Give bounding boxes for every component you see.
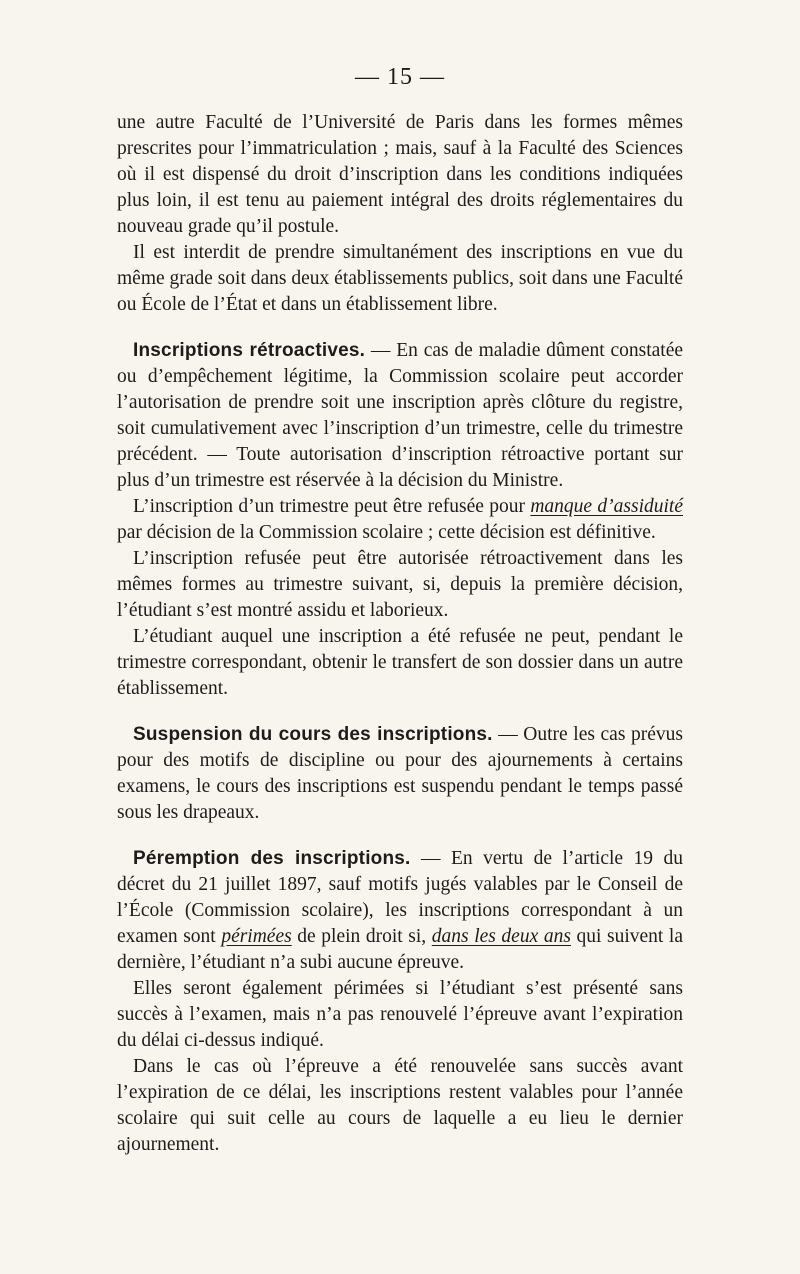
suspension-paragraph-text: — Outre les cas prévus pour des motifs de discipline ou pour des ajournements à certains examens, le cours des inscriptions est suspendu pendant le temps passé sous les drapeaux. xyxy=(117,724,683,823)
section-heading-peremption: Péremption des inscriptions. xyxy=(133,848,411,869)
intro-paragraph-2: Il est interdit de prendre simultanément des inscriptions en vue du même grade soit dans deux établissements publics, soit dans une Faculté ou École de l’État et dans un établissement libre. xyxy=(117,242,683,315)
peremption-paragraph-1-c: qui suivent la dernière, l’étudiant n’a subi aucune épreuve. xyxy=(117,926,683,973)
retroactive-paragraph-2 xyxy=(117,494,683,546)
retroactive-paragraph-1 xyxy=(117,338,683,494)
peremption-emphasis-2: dans les deux ans xyxy=(431,926,571,947)
intro-paragraph-1: une autre Faculté de l’Université de Paris dans les formes mêmes prescrites pour l’immatriculation ; mais, sauf à la Faculté des Sciences où il est dispensé du droit d’inscription dans les conditions indiquées plus loin, il est tenu au paiement intégral des droits réglementaires du nouveau grade qu’il postule. xyxy=(117,112,683,237)
peremption-paragraph-1-b: de plein droit si, xyxy=(291,926,432,947)
peremption-paragraph-1-a: — En vertu de l’article 19 du décret du 21 juillet 1897, sauf motifs jugés valables par le Conseil de l’École (Commission scolaire), les inscriptions correspondant à un examen sont xyxy=(117,848,683,947)
retroactive-paragraph-2-end: par décision de la Commission scolaire ; cette décision est définitive. xyxy=(117,522,656,543)
retroactive-paragraph-4: L’étudiant auquel une inscription a été refusée ne peut, pendant le trimestre correspondant, obtenir le transfert de son dossier dans un autre établissement. xyxy=(117,626,683,699)
page-number: — 15 — xyxy=(355,64,445,90)
retroactive-paragraph-2-start: L’inscription d’un trimestre peut être refusée pour xyxy=(133,496,531,517)
peremption-emphasis-1: périmées xyxy=(221,926,292,947)
retroactive-paragraph-1-text: — En cas de maladie dûment constatée ou d’empêchement légitime, la Commission scolaire peut accorder l’autorisation de prendre soit une inscription après clôture du registre, soit cumulativement avec l’inscription d’un trimestre, celle du trimestre précédent. — Toute autorisation d’inscription rétroactive portant sur plus d’un trimestre est réservée à la décision du Ministre. xyxy=(117,340,684,491)
peremption-paragraph-2: Elles seront également périmées si l’étudiant s’est présenté sans succès à l’examen, mais n’a pas renouvelé l’épreuve avant l’expiration du délai ci-dessus indiqué. xyxy=(117,978,683,1051)
page-content xyxy=(117,110,683,1158)
retroactive-paragraph-3: L’inscription refusée peut être autorisée rétroactivement dans les mêmes formes au trimestre suivant, si, depuis la première décision, l’étudiant s’est montré assidu et laborieux. xyxy=(117,548,683,621)
peremption-paragraph-1 xyxy=(117,846,683,976)
section-heading-suspension: Suspension du cours des inscriptions. xyxy=(133,724,493,745)
section-retroactive-inscriptions xyxy=(117,338,683,702)
suspension-paragraph xyxy=(117,722,683,826)
retroactive-emphasis: manque d’assiduité xyxy=(530,496,683,517)
section-suspension xyxy=(117,722,683,826)
peremption-paragraph-3: Dans le cas où l’épreuve a été renouvelée sans succès avant l’expiration de ce délai, les inscriptions restent valables pour l’année scolaire qui suit celle au cours de laquelle a eu lieu le dernier ajournement. xyxy=(117,1056,683,1155)
section-heading-retroactive: Inscriptions rétroactives. xyxy=(133,340,366,361)
section-peremption xyxy=(117,846,683,1158)
